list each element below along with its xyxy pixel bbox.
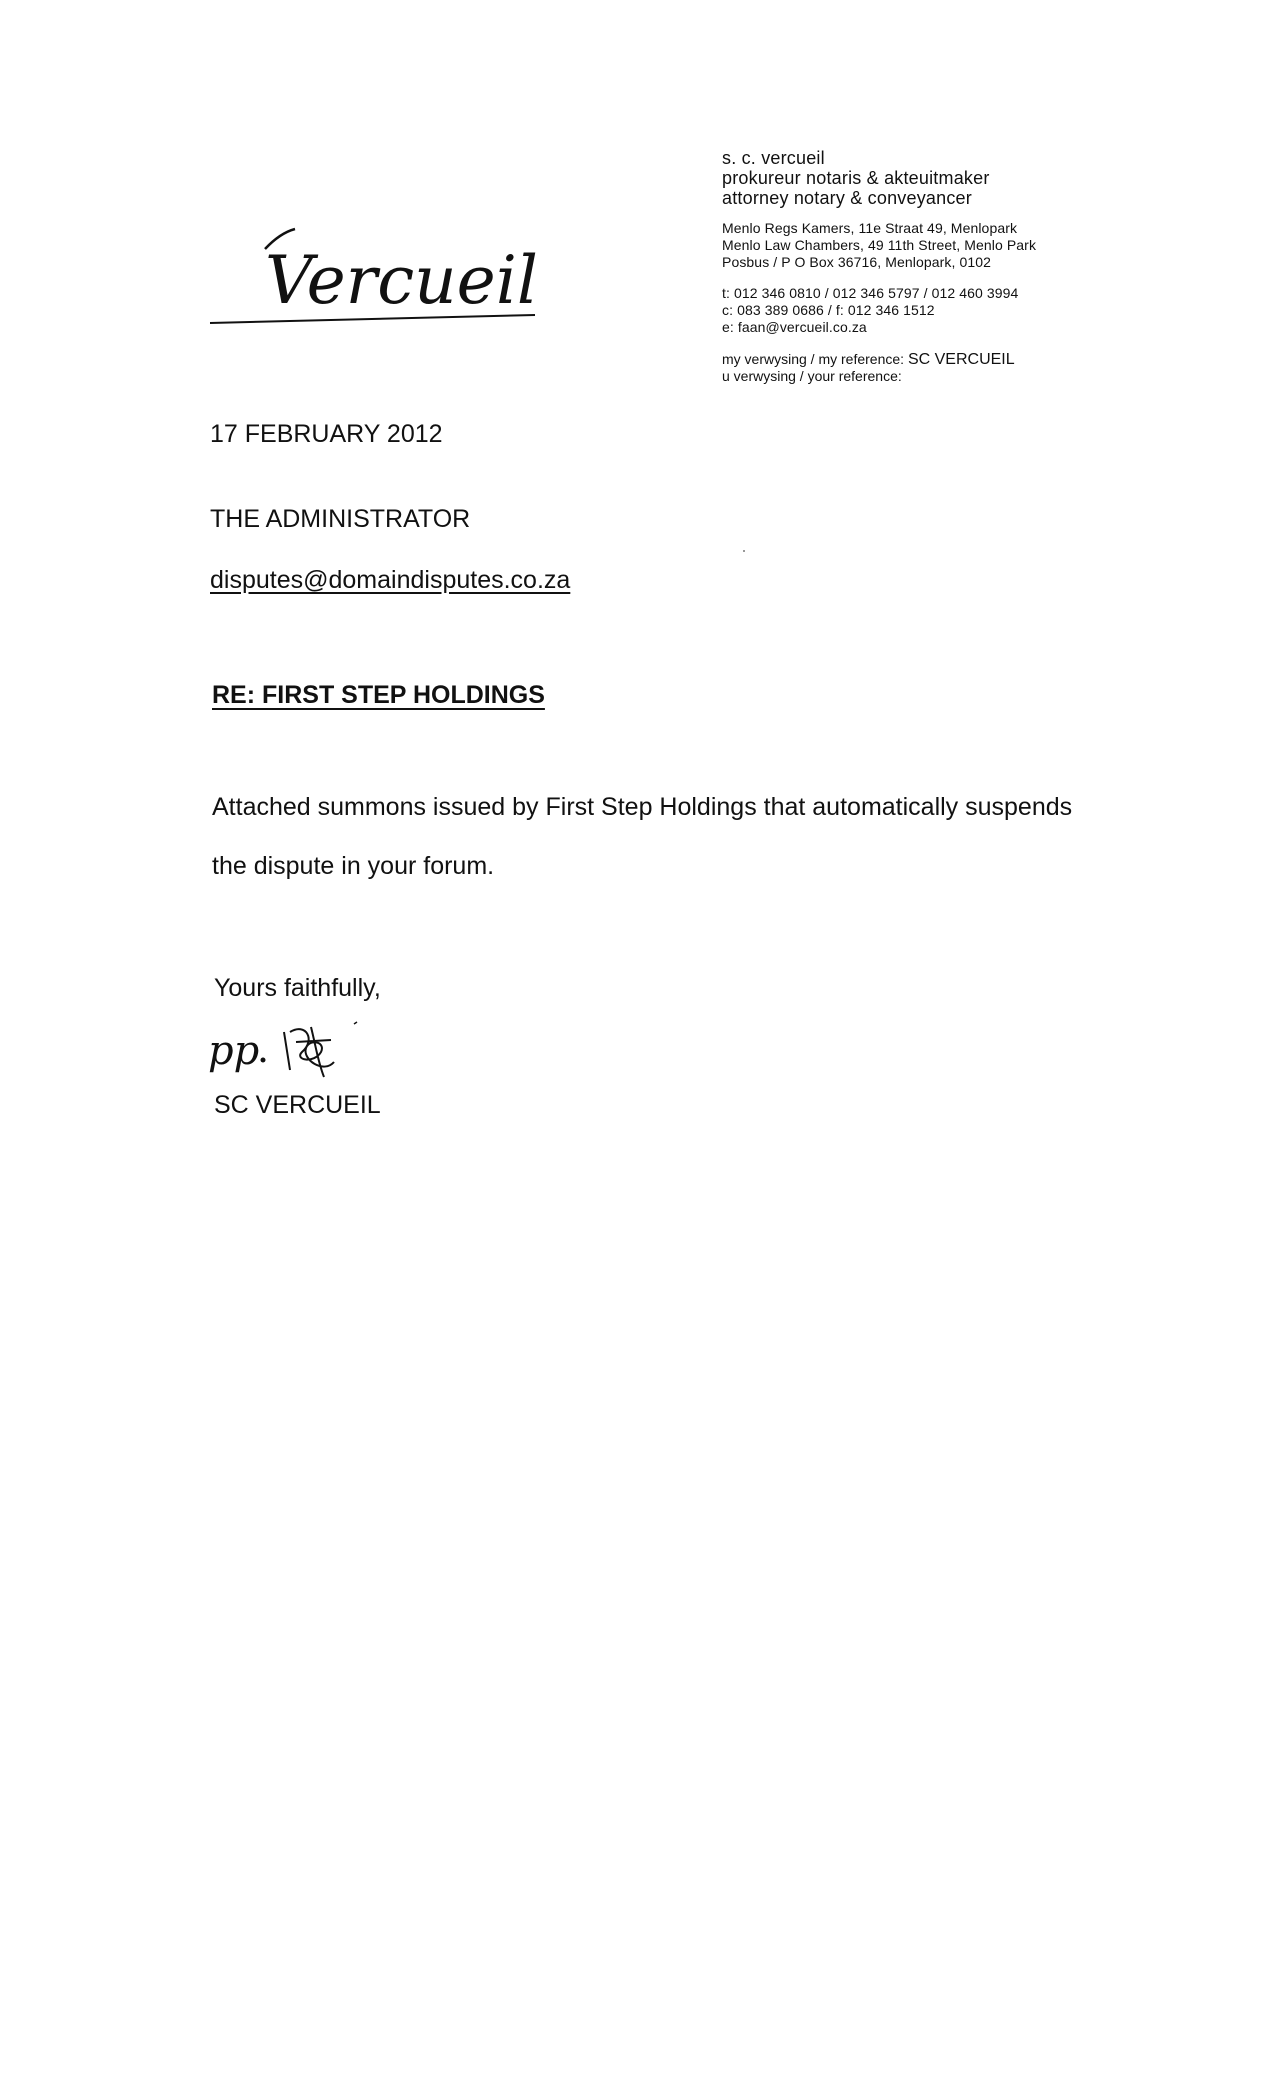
my-reference-value: SC VERCUEIL <box>907 351 1015 368</box>
recipient-email-link[interactable]: disputes@domaindisputes.co.za <box>210 566 571 594</box>
letter-date: 17 FEBRUARY 2012 <box>210 420 443 448</box>
my-reference <box>722 351 1142 368</box>
signature-pp-text: pp <box>208 1028 260 1074</box>
firm-details <box>722 148 1142 385</box>
handwritten-signature <box>206 1012 376 1092</box>
firm-title-english: attorney notary & conveyancer <box>722 188 972 208</box>
letter-subject: RE: FIRST STEP HOLDINGS <box>212 681 545 709</box>
vercueil-logo <box>205 225 555 340</box>
recipient-name: THE ADMINISTRATOR <box>210 505 471 533</box>
cell-fax-line: c: 083 389 0686 / f: 012 346 1512 <box>722 302 935 318</box>
my-reference-label: my verwysing / my reference: <box>722 351 908 367</box>
phone-line: t: 012 346 0810 / 012 346 5797 / 012 460 3994 <box>722 285 1019 301</box>
logo-lettering: Vercueil <box>265 242 538 319</box>
signer-name: SC VERCUEIL <box>214 1091 381 1119</box>
firm-name: s. c. vercueil <box>722 148 825 168</box>
closing-line: Yours faithfully, <box>214 974 381 1002</box>
scan-speck <box>743 550 745 552</box>
address-line-3: Posbus / P O Box 36716, Menlopark, 0102 <box>722 254 992 270</box>
your-reference-label: u verwysing / your reference: <box>722 368 902 384</box>
body-line-1: Attached summons issued by First Step Holdings that automatically suspends <box>212 793 1073 821</box>
email-line: e: faan@vercueil.co.za <box>722 319 867 335</box>
address-line-2: Menlo Law Chambers, 49 11th Street, Menlo Park <box>722 237 1037 253</box>
firm-title-afrikaans: prokureur notaris & akteuitmaker <box>722 168 990 188</box>
body-line-2: the dispute in your forum. <box>212 852 495 880</box>
address-line-1: Menlo Regs Kamers, 11e Straat 49, Menlopark <box>722 220 1018 236</box>
